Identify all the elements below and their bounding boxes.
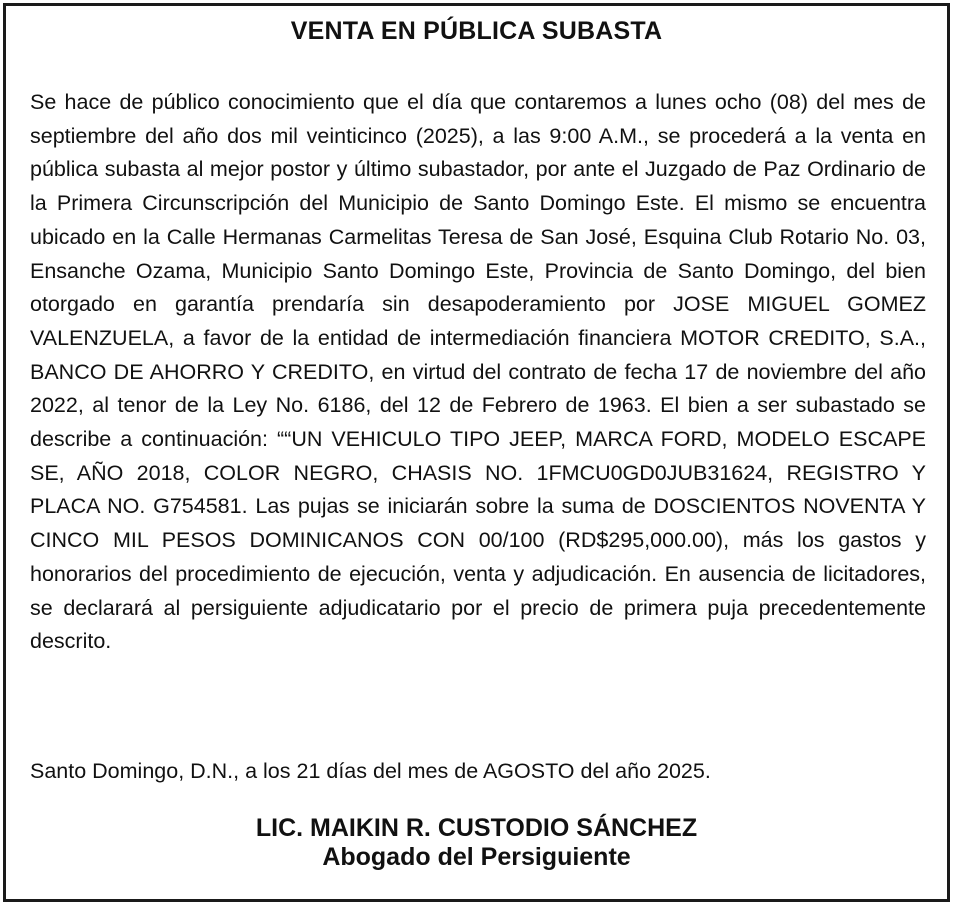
notice-title: VENTA EN PÚBLICA SUBASTA [290,17,663,45]
signature-block [6,814,947,872]
notice-date-line: Santo Domingo, D.N., a los 21 días del mes de AGOSTO del año 2025. [30,759,711,783]
auction-notice [3,3,950,902]
signer-role: Abogado del Persiguiente [322,843,631,871]
notice-body: Se hace de público conocimiento que el día que contaremos a lunes ocho (08) del mes de septiembre del año dos mil veinticinco (2025), a las 9:00 A.M., se procederá a la venta en pública subasta al mejor postor y último subastador, por ante el Juzgado de Paz Ordinario de la Primera Circunscripción del Municipio de Santo Domingo Este. El mismo se encuentra ubicado en la Calle Hermanas Carmelitas Teresa de San José, Esquina Club Rotario No. 03, Ensanche Ozama, Municipio Santo Domingo Este, Provincia de Santo Domingo, del bien otorgado en garantía prendaría sin desapoderamiento por JOSE MIGUEL GOMEZ VALENZUELA, a favor de la entidad de intermediación financiera MOTOR CREDITO, S.A., BANCO DE AHORRO Y CREDITO, en virtud del contrato de fecha 17 de noviembre del año 2022, al tenor de la Ley No. 6186, del 12 de Febrero de 1963. El bien a ser subastado se describe a continuación: ““UN VEHICULO TIPO JEEP, MARCA FORD, MODELO ESCAPE SE, AÑO 2018, COLOR NEGRO, CHASIS NO. 1FMCU0GD0JUB31624, REGISTRO Y PLACA NO. G754581. Las pujas se iniciarán sobre la suma de DOSCIENTOS NOVENTA Y CINCO MIL PESOS DOMINICANOS CON 00/100 (RD$295,000.00), más los gastos y honorarios del procedimiento de ejecución, venta y adjudicación. En ausencia de licitadores, se declarará al persiguiente adjudicatario por el precio de primera puja precedentemente descrito. [30,90,926,654]
signer-name: LIC. MAIKIN R. CUSTODIO SÁNCHEZ [255,814,698,842]
